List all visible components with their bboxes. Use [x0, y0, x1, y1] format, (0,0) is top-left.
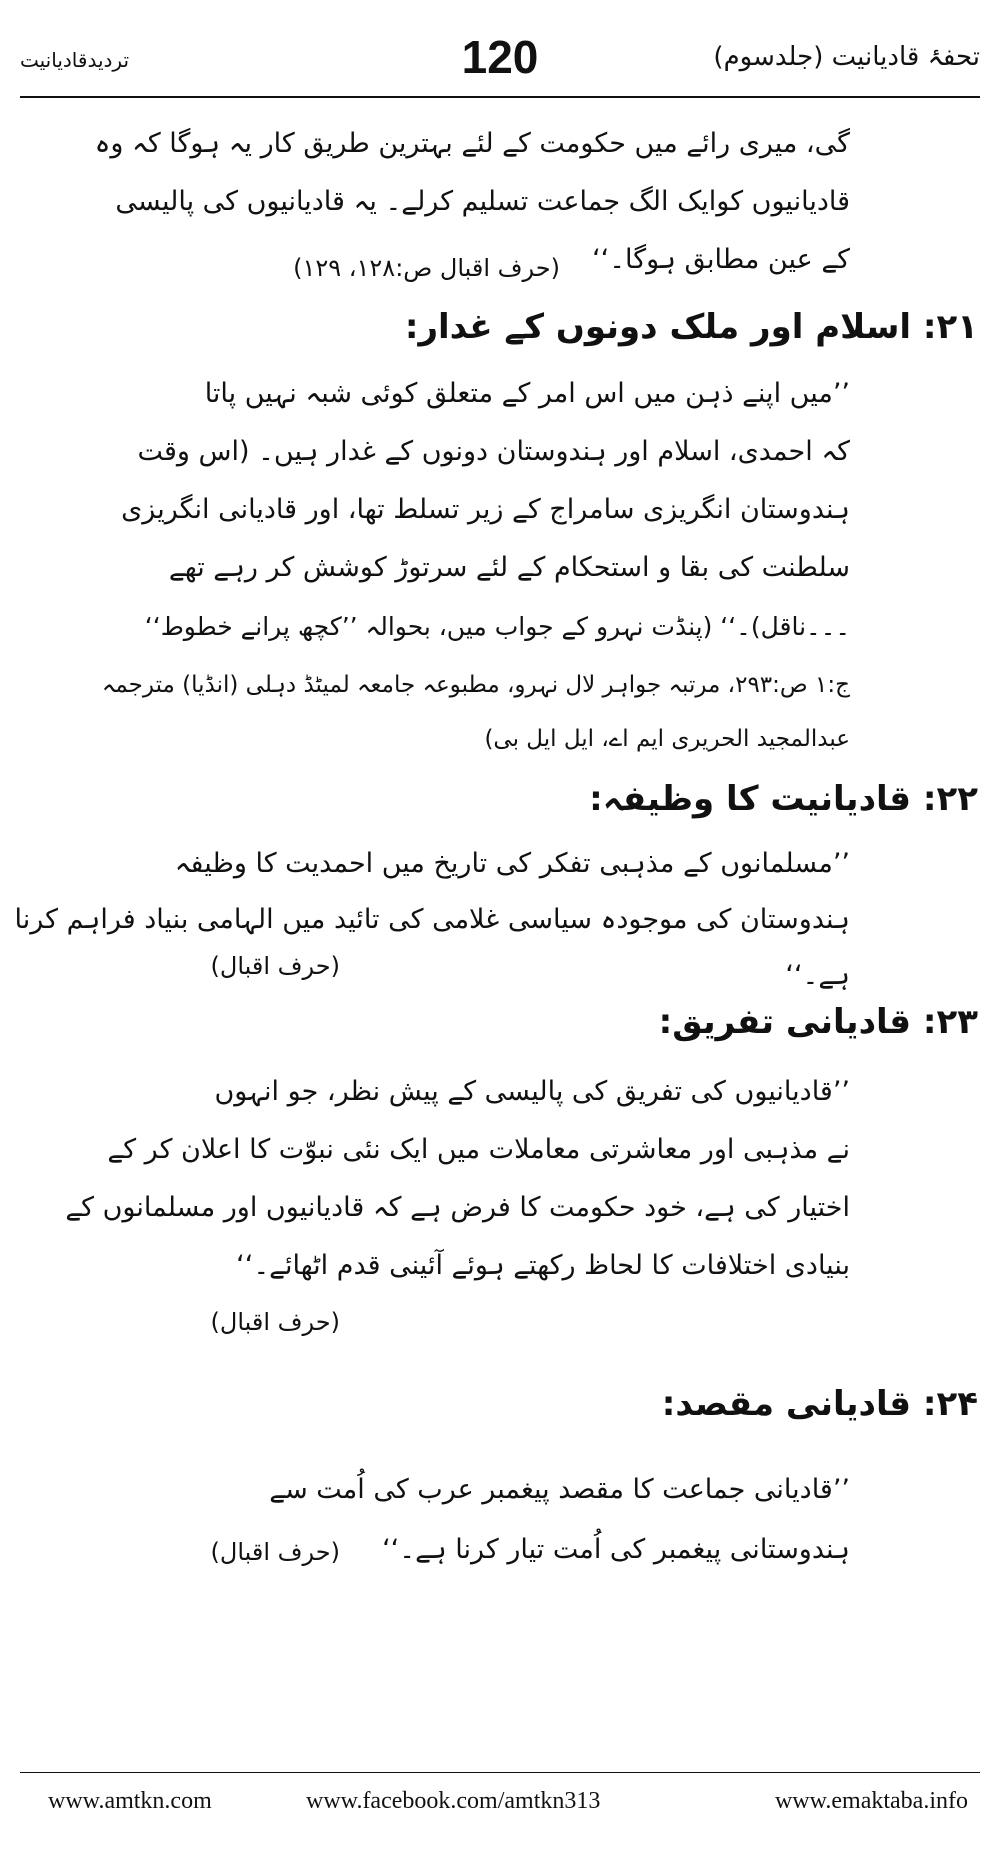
section-23-reference: (حرف اقبال)	[210, 1308, 340, 1336]
section-21-line-1: ’’میں اپنے ذہن میں اس امر کے متعلق کوئی شبہ نہیں پاتا	[204, 378, 850, 409]
header-left-title: تردیدقادیانیت	[20, 48, 130, 72]
footer-link-amtkn[interactable]: www.amtkn.com	[48, 1788, 212, 1814]
section-21-line-2: کہ احمدی، اسلام اور ہندوستان دونوں کے غدار ہیں۔ (اس وقت	[137, 436, 850, 467]
section-23-heading: ۲۳: قادیانی تفریق:	[658, 1002, 978, 1042]
section-21-line-7: عبدالمجید الحریری ایم اے، ایل ایل بی)	[484, 726, 850, 752]
section-24-reference: (حرف اقبال)	[210, 1538, 340, 1566]
header-right-title: تحفۂ قادیانیت (جلدسوم)	[713, 42, 980, 72]
section-21-heading: ۲۱: اسلام اور ملک دونوں کے غدار:	[404, 307, 978, 347]
section-21-line-4: سلطنت کی بقا و استحکام کے لئے سرتوڑ کوشش کر رہے تھے	[168, 552, 850, 583]
section-21-line-3: ہندوستان انگریزی سامراج کے زیر تسلط تھا، اور قادیانی انگریزی	[121, 494, 850, 525]
footer-link-emaktaba[interactable]: www.emaktaba.info	[774, 1788, 968, 1814]
page-header	[20, 30, 980, 90]
footer-link-facebook[interactable]: www.facebook.com/amtkn313	[306, 1788, 601, 1814]
intro-reference: (حرف اقبال ص:۱۲۸، ۱۲۹)	[293, 254, 560, 282]
section-23-line-4: بنیادی اختلافات کا لحاظ رکھتے ہوئے آئینی قدم اٹھائے۔‘‘	[236, 1250, 850, 1281]
section-23-line-3: اختیار کی ہے، خود حکومت کا فرض ہے کہ قادیانیوں اور مسلمانوں کے	[65, 1192, 850, 1223]
section-21-line-5: ۔۔۔ناقل)۔‘‘ (پنڈت نہرو کے جواب میں، بحوالہ ’’کچھ پرانے خطوط‘‘	[144, 612, 850, 641]
intro-line-3: کے عین مطابق ہوگا۔‘‘	[592, 244, 850, 275]
header-rule	[20, 96, 980, 98]
section-23-line-2: نے مذہبی اور معاشرتی معاملات میں ایک نئی نبوّت کا اعلان کر کے	[107, 1134, 850, 1165]
intro-line-1: گی، میری رائے میں حکومت کے لئے بہترین طریق کار یہ ہوگا کہ وہ	[94, 128, 850, 159]
section-24-line-2: ہندوستانی پیغمبر کی اُمت تیار کرنا ہے۔‘‘	[382, 1534, 850, 1565]
section-22-line-3: ہے۔‘‘	[785, 960, 850, 991]
footer-rule	[20, 1772, 980, 1773]
section-23-line-1: ’’قادیانیوں کی تفریق کی پالیسی کے پیش نظر، جو انہوں	[214, 1076, 850, 1107]
intro-line-2: قادیانیوں کوایک الگ جماعت تسلیم کرلے۔ یہ قادیانیوں کی پالیسی	[115, 186, 850, 217]
section-22-heading: ۲۲: قادیانیت کا وظیفہ:	[589, 779, 978, 819]
section-24-line-1: ’’قادیانی جماعت کا مقصد پیغمبر عرب کی اُمت سے	[269, 1474, 850, 1505]
section-24-heading: ۲۴: قادیانی مقصد:	[661, 1384, 978, 1424]
section-22-reference: (حرف اقبال)	[210, 952, 340, 980]
section-22-line-2: ہندوستان کی موجودہ سیاسی غلامی کی تائید میں الہامی بنیاد فراہم کرنا	[14, 904, 850, 935]
section-22-line-1: ’’مسلمانوں کے مذہبی تفکر کی تاریخ میں احمدیت کا وظیفہ	[174, 848, 850, 879]
section-21-line-6: ج:۱ ص:۲۹۳، مرتبہ جواہر لال نہرو، مطبوعہ جامعہ لمیٹڈ دہلی (انڈیا) مترجمہ	[101, 672, 850, 698]
page-number: 120	[461, 31, 539, 83]
